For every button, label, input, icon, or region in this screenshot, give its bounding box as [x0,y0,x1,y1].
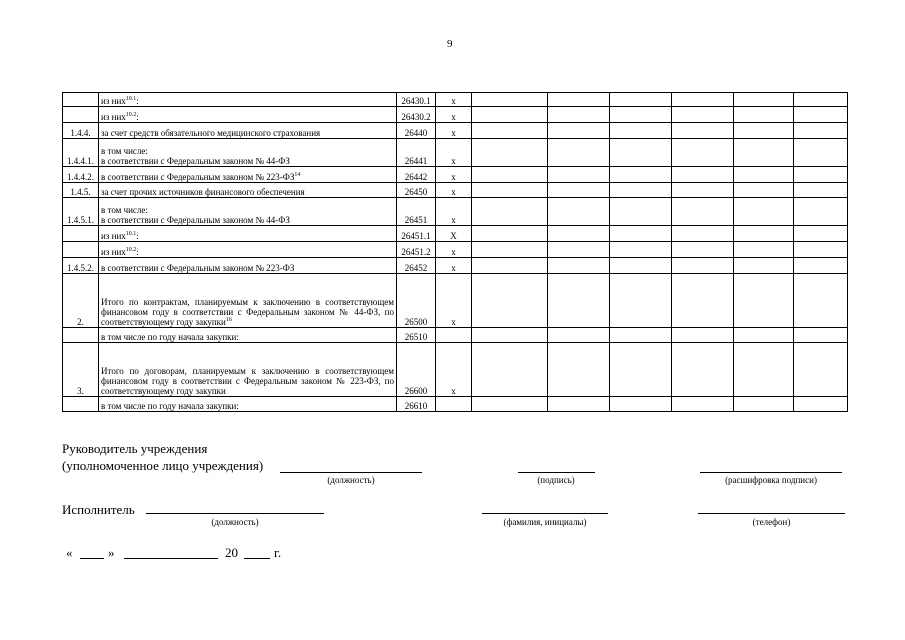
data-cell [472,93,548,107]
row-label: из них$^{10.1}$: [99,226,397,242]
table-row [63,328,848,343]
executor-name-line [482,513,608,514]
row-number [63,107,99,123]
data-cell [472,123,548,139]
row-label: в том числе: в соответствии с Федеральным законом № 44-ФЗ [99,198,397,226]
table-row [63,183,848,198]
date-open-quote: « [66,545,73,560]
row-label: в соответствии с Федеральным законом № 223-ФЗ [99,258,397,274]
date-close-quote: » [108,545,115,560]
data-cell [610,198,672,226]
purchase-plan-table [62,92,848,412]
row-mark [436,328,472,343]
data-cell [734,183,794,198]
data-cell [672,123,734,139]
data-cell [472,328,548,343]
data-cell [472,167,548,183]
row-number [63,328,99,343]
executor-name-caption: (фамилия, инициалы) [503,517,587,527]
table-row [63,258,848,274]
data-cell [672,139,734,167]
date-year-suffix: г. [274,545,282,560]
data-cell [548,328,610,343]
table-row [63,226,848,242]
data-cell [734,93,794,107]
row-number: 1.4.5.2. [63,258,99,274]
data-cell [794,343,848,397]
row-label: Итого по контрактам, планируемым к заключению в соответствующем финансовом году в соответствии с Федеральным законом № 44-ФЗ, по соответствующему году закупки$^{16}$ [99,274,397,328]
row-number: 3. [63,343,99,397]
row-code: 26430.2 [397,107,436,123]
page-number: 9 [447,38,453,50]
row-code: 26430.1 [397,93,436,107]
row-number [63,93,99,107]
data-cell [794,226,848,242]
data-cell [672,397,734,412]
table-row [63,343,848,397]
row-number: 1.4.5.1. [63,198,99,226]
table-row [63,107,848,123]
row-label: в том числе по году начала закупки: [99,328,397,343]
executor-phone-caption: (телефон) [752,517,791,527]
data-cell [610,274,672,328]
data-cell [794,183,848,198]
decoding-line [700,472,842,473]
data-cell [672,328,734,343]
data-cell [734,139,794,167]
data-cell [472,343,548,397]
executor-phone-line [698,513,845,514]
data-cell [610,242,672,258]
date-day-line [80,558,104,559]
data-cell [734,242,794,258]
date-century: 20 [225,545,238,560]
data-cell [672,198,734,226]
data-cell [548,226,610,242]
table-row [63,397,848,412]
head-title: Руководитель учреждения [62,441,208,456]
table-row [63,274,848,328]
data-cell [672,258,734,274]
data-cell [794,242,848,258]
row-code: 26440 [397,123,436,139]
data-cell [548,93,610,107]
row-mark: x [436,107,472,123]
row-code: 26441 [397,139,436,167]
data-cell [672,183,734,198]
executor-position-line [146,513,324,514]
data-cell [472,198,548,226]
date-year-line [244,558,270,559]
row-code: 26600 [397,343,436,397]
row-mark: x [436,139,472,167]
table-row [63,123,848,139]
data-cell [672,226,734,242]
row-code: 26451.1 [397,226,436,242]
executor-label: Исполнитель [62,502,135,517]
row-mark: x [436,258,472,274]
data-cell [548,198,610,226]
row-mark: X [436,226,472,242]
data-cell [610,328,672,343]
row-mark: x [436,198,472,226]
data-cell [548,274,610,328]
row-number [63,226,99,242]
data-cell [734,343,794,397]
head-title-sub: (уполномоченное лицо учреждения) [62,458,264,473]
data-cell [548,258,610,274]
table-row [63,167,848,183]
signature-line [518,472,595,473]
executor-position-caption: (должность) [211,517,259,527]
row-label: в соответствии с Федеральным законом № 223-ФЗ$^{14}$ [99,167,397,183]
row-number: 1.4.4. [63,123,99,139]
row-number: 1.4.5. [63,183,99,198]
data-cell [472,183,548,198]
row-label: в том числе по году начала закупки: [99,397,397,412]
data-cell [672,274,734,328]
data-cell [610,139,672,167]
data-cell [548,183,610,198]
data-cell [472,242,548,258]
data-cell [672,242,734,258]
data-cell [548,242,610,258]
data-cell [548,167,610,183]
row-label: в том числе: в соответствии с Федеральным законом № 44-ФЗ [99,139,397,167]
row-mark: x [436,183,472,198]
table-row [63,139,848,167]
row-label: из них$^{10.1}$: [99,93,397,107]
table-row [63,93,848,107]
data-cell [794,123,848,139]
data-cell [610,343,672,397]
data-cell [610,226,672,242]
position-line [280,472,422,473]
row-label: за счет средств обязательного медицинского страхования [99,123,397,139]
row-mark: x [436,167,472,183]
row-mark [436,397,472,412]
position-caption: (должность) [327,475,375,485]
table-row [63,198,848,226]
data-cell [734,107,794,123]
row-code: 26500 [397,274,436,328]
data-cell [472,258,548,274]
data-cell [672,93,734,107]
data-cell [548,343,610,397]
row-mark: x [436,343,472,397]
data-cell [734,167,794,183]
data-cell [794,397,848,412]
data-cell [472,139,548,167]
table-row [63,242,848,258]
row-code: 26451 [397,198,436,226]
data-cell [794,274,848,328]
data-cell [672,343,734,397]
data-cell [794,328,848,343]
row-mark: x [436,274,472,328]
data-cell [734,198,794,226]
data-cell [734,258,794,274]
data-cell [610,258,672,274]
decoding-caption: (расшифровка подписи) [725,475,817,485]
row-label: Итого по договорам, планируемым к заключению в соответствующем финансовом году в соответствии с Федеральным законом № 223-ФЗ, по соответствующему году закупки [99,343,397,397]
data-cell [610,183,672,198]
row-code: 26450 [397,183,436,198]
data-cell [548,123,610,139]
row-code: 26610 [397,397,436,412]
data-cell [610,167,672,183]
data-cell [794,258,848,274]
data-cell [794,167,848,183]
row-number [63,242,99,258]
data-cell [610,123,672,139]
row-code: 26452 [397,258,436,274]
row-number: 1.4.4.2. [63,167,99,183]
signature-caption: (подпись) [537,475,575,485]
date-month-line [124,558,218,559]
data-cell [610,397,672,412]
data-cell [794,139,848,167]
data-cell [672,107,734,123]
data-cell [734,274,794,328]
data-cell [610,93,672,107]
row-mark: x [436,242,472,258]
data-cell [472,226,548,242]
data-cell [472,107,548,123]
data-cell [734,397,794,412]
data-cell [734,328,794,343]
data-cell [794,107,848,123]
row-mark: x [436,93,472,107]
row-code: 26451.2 [397,242,436,258]
row-label: из них$^{10.2}$: [99,107,397,123]
data-cell [548,139,610,167]
row-code: 26442 [397,167,436,183]
row-label: за счет прочих источников финансового обеспечения [99,183,397,198]
data-cell [734,226,794,242]
data-cell [610,107,672,123]
data-cell [734,123,794,139]
data-cell [672,167,734,183]
row-number: 2. [63,274,99,328]
data-cell [472,274,548,328]
data-cell [472,397,548,412]
row-mark: x [436,123,472,139]
row-label: из них$^{10.2}$: [99,242,397,258]
data-cell [794,93,848,107]
row-number: 1.4.4.1. [63,139,99,167]
data-cell [548,107,610,123]
data-cell [794,198,848,226]
row-number [63,397,99,412]
row-code: 26510 [397,328,436,343]
data-cell [548,397,610,412]
